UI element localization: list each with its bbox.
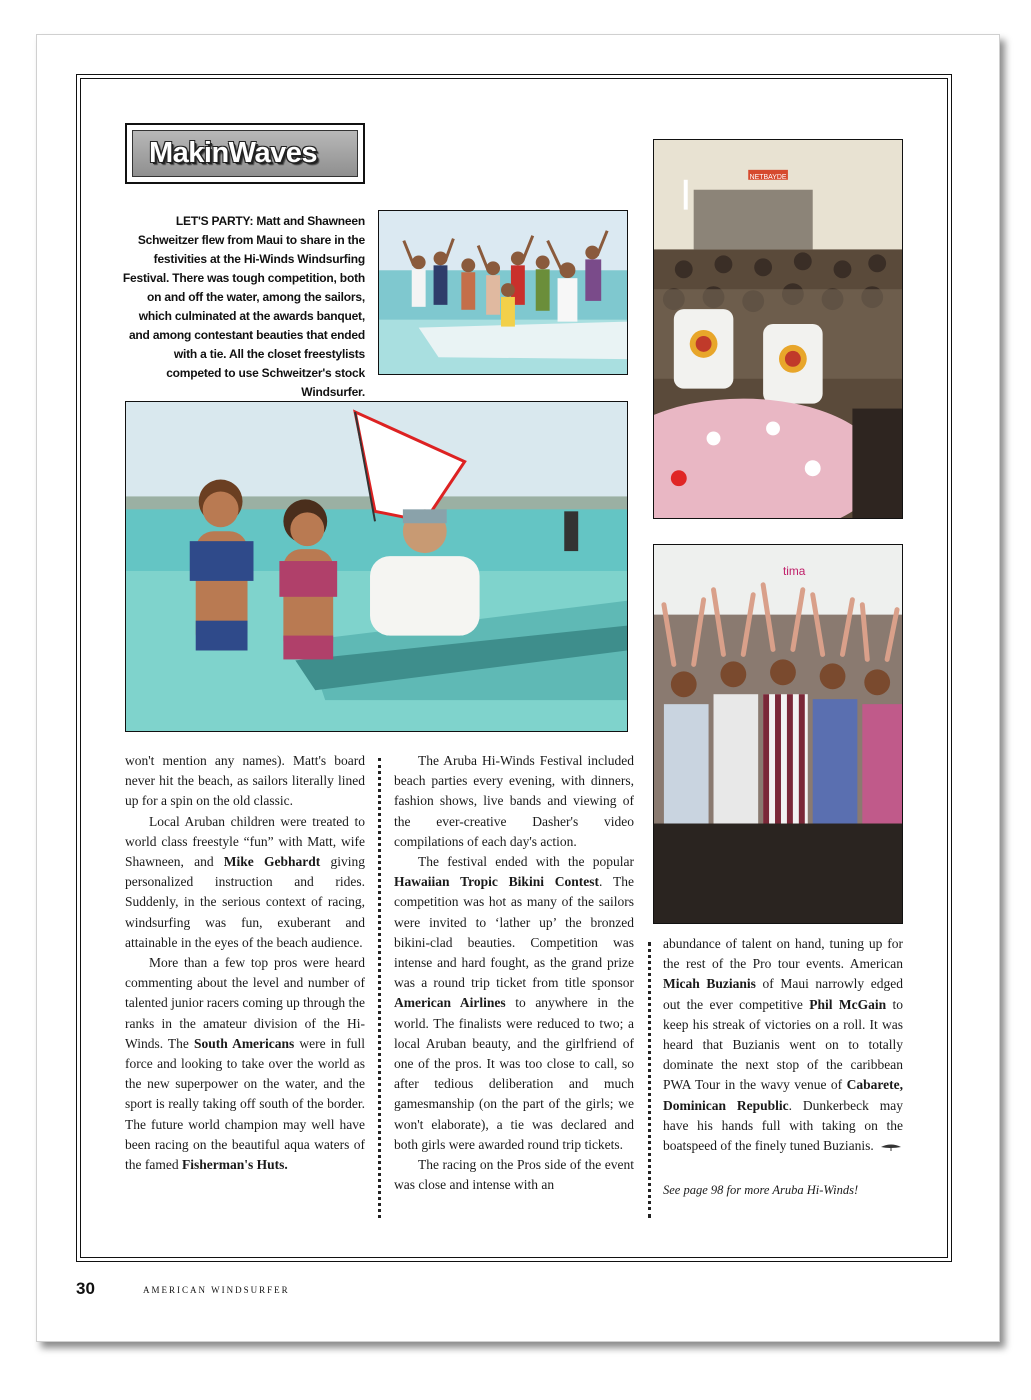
article-column-1: [125, 751, 365, 1175]
col3-paragraph-1: abundance of talent on hand, tuning up for the rest of the Pro tour events. American Micah Buzianis of Maui narrowly edged out the ever competitive Phil McGain to keep his streak of victories on a roll. It was heard that Buzianis went on to totally dominate the next stop of the caribbean PWA Tour in the wavy venue of Cabarete, Dominican Republic. Dunkerbeck may have his hands full with taking on the boatspeed of the finely tuned Buzianis.: [663, 936, 904, 1154]
col1-paragraph-1: won't mention any names). Matt's board never hit the beach, as sailors literally lined up for a spin on the old classic.: [125, 753, 365, 809]
column-divider-2: [648, 942, 651, 1218]
caption-lead: LET'S PARTY:: [175, 214, 254, 228]
col2-paragraph-1: The Aruba Hi-Winds Festival included beach parties every evening, with dinners, fashion shows, live bands and viewing of the ever-creative Dasher's video compilations of each day's action.: [394, 753, 634, 849]
col1-paragraph-3: More than a few top pros were heard commenting about the level and number of talented junior racers coming up through the ranks in the amateur division of the Hi-Winds. The South Americans were in full force and looking to take over the world as the new superpower on the water, and the sport is really taking off south of the border. The future world champion may well have been racing on the beautiful aqua waters of the famed Fisherman's Huts.: [125, 955, 365, 1173]
col2-paragraph-2: The festival ended with the popular Hawaiian Tropic Bikini Contest. The competition was hot as many of the sailors were invited to ‘lather up’ the bronzed bikini-clad beauties. Competition was intense and hard fought, as the grand prize was a round trip ticket from title sponsor American Airlines to anywhere in the world. The finalists were reduced to two; a local Aruban beauty, and the girlfriend of one of the pros. It was too close to call, so after tedious deliberation and much gamesmanship (on the part of the girls; we won't elaborate), a tie was declared and both girls were awarded round trip tickets.: [394, 854, 634, 1152]
magazine-name: AMERICAN WINDSURFER: [143, 1285, 290, 1295]
party-photo: [378, 210, 628, 375]
col2-paragraph-3: The racing on the Pros side of the event was close and intense with an: [394, 1157, 634, 1193]
windsurfer-girls-photo: [125, 401, 628, 732]
crowd-photo: [653, 544, 903, 924]
article-column-2: [394, 751, 634, 1195]
caption-text: Matt and Shawneen Schweitzer flew from Maui to share in the festivities at the Hi-Winds Windsurfing Festival. There was tough competition, both on and off the water, among the sailors, which culminated at the awards banquet, and among contestant beauties that ended with a tie. All the closet freestylists competed to use Schweitzer's stock Windsurfer.: [122, 214, 365, 399]
banquet-photo: [653, 139, 903, 519]
end-mark-icon: [880, 1142, 902, 1152]
section-logo-text: MakinWaves: [149, 137, 317, 169]
banquet-banner-text: NETBAYDE: [749, 173, 787, 181]
article-column-3: [663, 934, 903, 1200]
section-logo: [125, 123, 365, 184]
column-divider-1: [378, 758, 381, 1218]
crowd-banner-text: tima: [782, 563, 806, 578]
col1-paragraph-2: Local Aruban children were treated to world class freestyle “fun” with Matt, wife Shawneen, and Mike Gebhardt giving personalized instruction and rides. Suddenly, in the serious context of racing, windsurfing was fun, exuberant and attainable in the eyes of the beach audience.: [125, 813, 365, 950]
page-number: 30: [76, 1279, 95, 1298]
see-more-note: See page 98 for more Aruba Hi-Winds!: [663, 1183, 859, 1198]
photo-caption: [118, 212, 365, 402]
